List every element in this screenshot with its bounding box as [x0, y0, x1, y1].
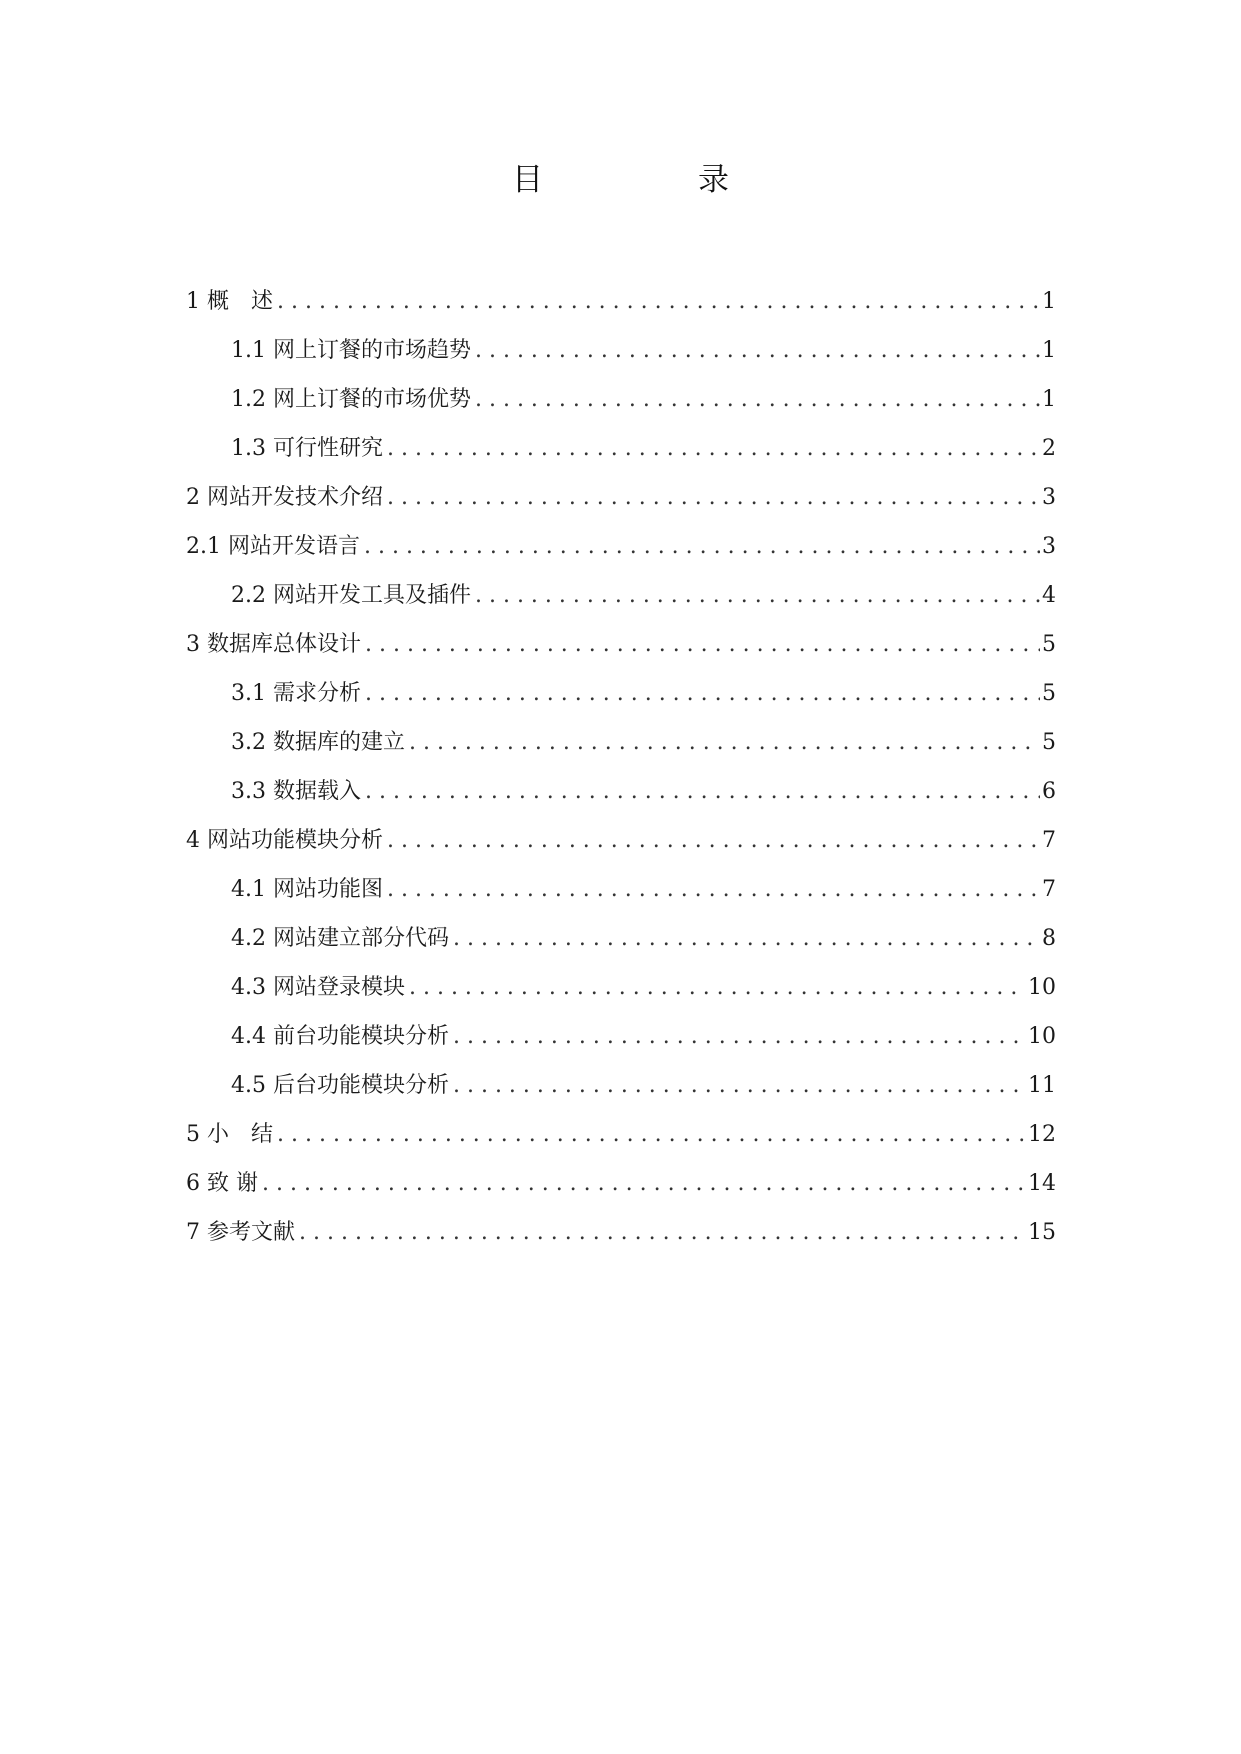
toc-entry	[186, 679, 1056, 728]
toc-entry-page: 10	[1028, 1024, 1056, 1049]
toc-entry-label: 3.2 数据库的建立	[231, 730, 405, 755]
toc-entry	[186, 728, 1056, 777]
toc-entry-page: 7	[1042, 877, 1056, 902]
toc-entry	[186, 1071, 1056, 1120]
toc-dot-leader	[299, 1218, 1026, 1248]
toc-entry-page: 6	[1042, 779, 1056, 804]
toc-entry	[186, 287, 1056, 336]
toc-dot-leader	[387, 483, 1040, 513]
toc-dot-leader	[387, 826, 1040, 856]
toc-entry-label: 2.1 网站开发语言	[186, 534, 360, 559]
toc-entry-label: 1.3 可行性研究	[231, 436, 383, 461]
toc-entry	[186, 924, 1056, 973]
toc-entry-page: 1	[1042, 338, 1056, 363]
toc-title: 目 录	[512, 162, 791, 198]
toc-entry	[186, 630, 1056, 679]
toc-entry-label: 4 网站功能模块分析	[186, 828, 383, 853]
toc-dot-leader	[475, 385, 1040, 415]
toc-entry	[186, 581, 1056, 630]
toc-entry-page: 8	[1042, 926, 1056, 951]
toc-entry-page: 11	[1028, 1073, 1056, 1098]
toc-entry	[186, 973, 1056, 1022]
toc-entry	[186, 875, 1056, 924]
toc-entry-page: 5	[1042, 681, 1056, 706]
toc-entry-label: 3.1 需求分析	[231, 681, 361, 706]
toc-entry-label: 1.1 网上订餐的市场趋势	[231, 338, 471, 363]
toc-dot-leader	[387, 875, 1040, 905]
toc-dot-leader	[277, 287, 1040, 317]
toc-dot-leader	[387, 434, 1040, 464]
toc-dot-leader	[409, 973, 1026, 1003]
toc-entry	[186, 336, 1056, 385]
toc-entry	[186, 532, 1056, 581]
toc-entry-label: 3 数据库总体设计	[186, 632, 361, 657]
toc-entry-page: 3	[1042, 485, 1056, 510]
toc-dot-leader	[409, 728, 1040, 758]
toc-entry-page: 12	[1028, 1122, 1056, 1147]
toc-entry-label: 5 小 结	[186, 1122, 273, 1147]
toc-entry-label: 7 参考文献	[186, 1220, 295, 1245]
toc-dot-leader	[365, 679, 1040, 709]
toc-dot-leader	[453, 924, 1040, 954]
toc-dot-leader	[277, 1120, 1026, 1150]
toc-dot-leader	[475, 581, 1040, 611]
toc-dot-leader	[453, 1071, 1026, 1101]
toc-entry-page: 5	[1042, 632, 1056, 657]
toc-entry-label: 1 概 述	[186, 289, 273, 314]
toc-dot-leader	[475, 336, 1040, 366]
toc-entry	[186, 777, 1056, 826]
toc-entry-page: 5	[1042, 730, 1056, 755]
toc-entry-label: 4.3 网站登录模块	[231, 975, 405, 1000]
toc-entry-label: 1.2 网上订餐的市场优势	[231, 387, 471, 412]
toc-entry-page: 15	[1028, 1220, 1056, 1245]
toc-entry-label: 2 网站开发技术介绍	[186, 485, 383, 510]
toc-entry-page: 1	[1042, 387, 1056, 412]
toc-entry-label: 4.5 后台功能模块分析	[231, 1073, 449, 1098]
toc-entry	[186, 483, 1056, 532]
toc-dot-leader	[365, 630, 1040, 660]
toc-entry	[186, 1218, 1056, 1267]
toc-entry-page: 14	[1028, 1171, 1056, 1196]
toc-entry-label: 4.2 网站建立部分代码	[231, 926, 449, 951]
toc-entry-label: 6 致 谢	[186, 1171, 258, 1196]
toc-entry-page: 2	[1042, 436, 1056, 461]
toc-entry-label: 2.2 网站开发工具及插件	[231, 583, 471, 608]
toc-dot-leader	[262, 1169, 1026, 1199]
toc-entry-label: 3.3 数据载入	[231, 779, 361, 804]
toc-dot-leader	[364, 532, 1040, 562]
toc-entry-label: 4.1 网站功能图	[231, 877, 383, 902]
toc-entry	[186, 1022, 1056, 1071]
toc-dot-leader	[453, 1022, 1026, 1052]
toc-entry-page: 7	[1042, 828, 1056, 853]
toc-entry	[186, 826, 1056, 875]
toc-entry	[186, 1120, 1056, 1169]
toc-entry-page: 10	[1028, 975, 1056, 1000]
toc-entry	[186, 434, 1056, 483]
toc-entry-page: 3	[1042, 534, 1056, 559]
toc-entry	[186, 1169, 1056, 1218]
toc-entry-page: 4	[1042, 583, 1056, 608]
toc-list	[186, 287, 1056, 1267]
toc-dot-leader	[365, 777, 1040, 807]
toc-entry	[186, 385, 1056, 434]
toc-entry-page: 1	[1042, 289, 1056, 314]
toc-entry-label: 4.4 前台功能模块分析	[231, 1024, 449, 1049]
